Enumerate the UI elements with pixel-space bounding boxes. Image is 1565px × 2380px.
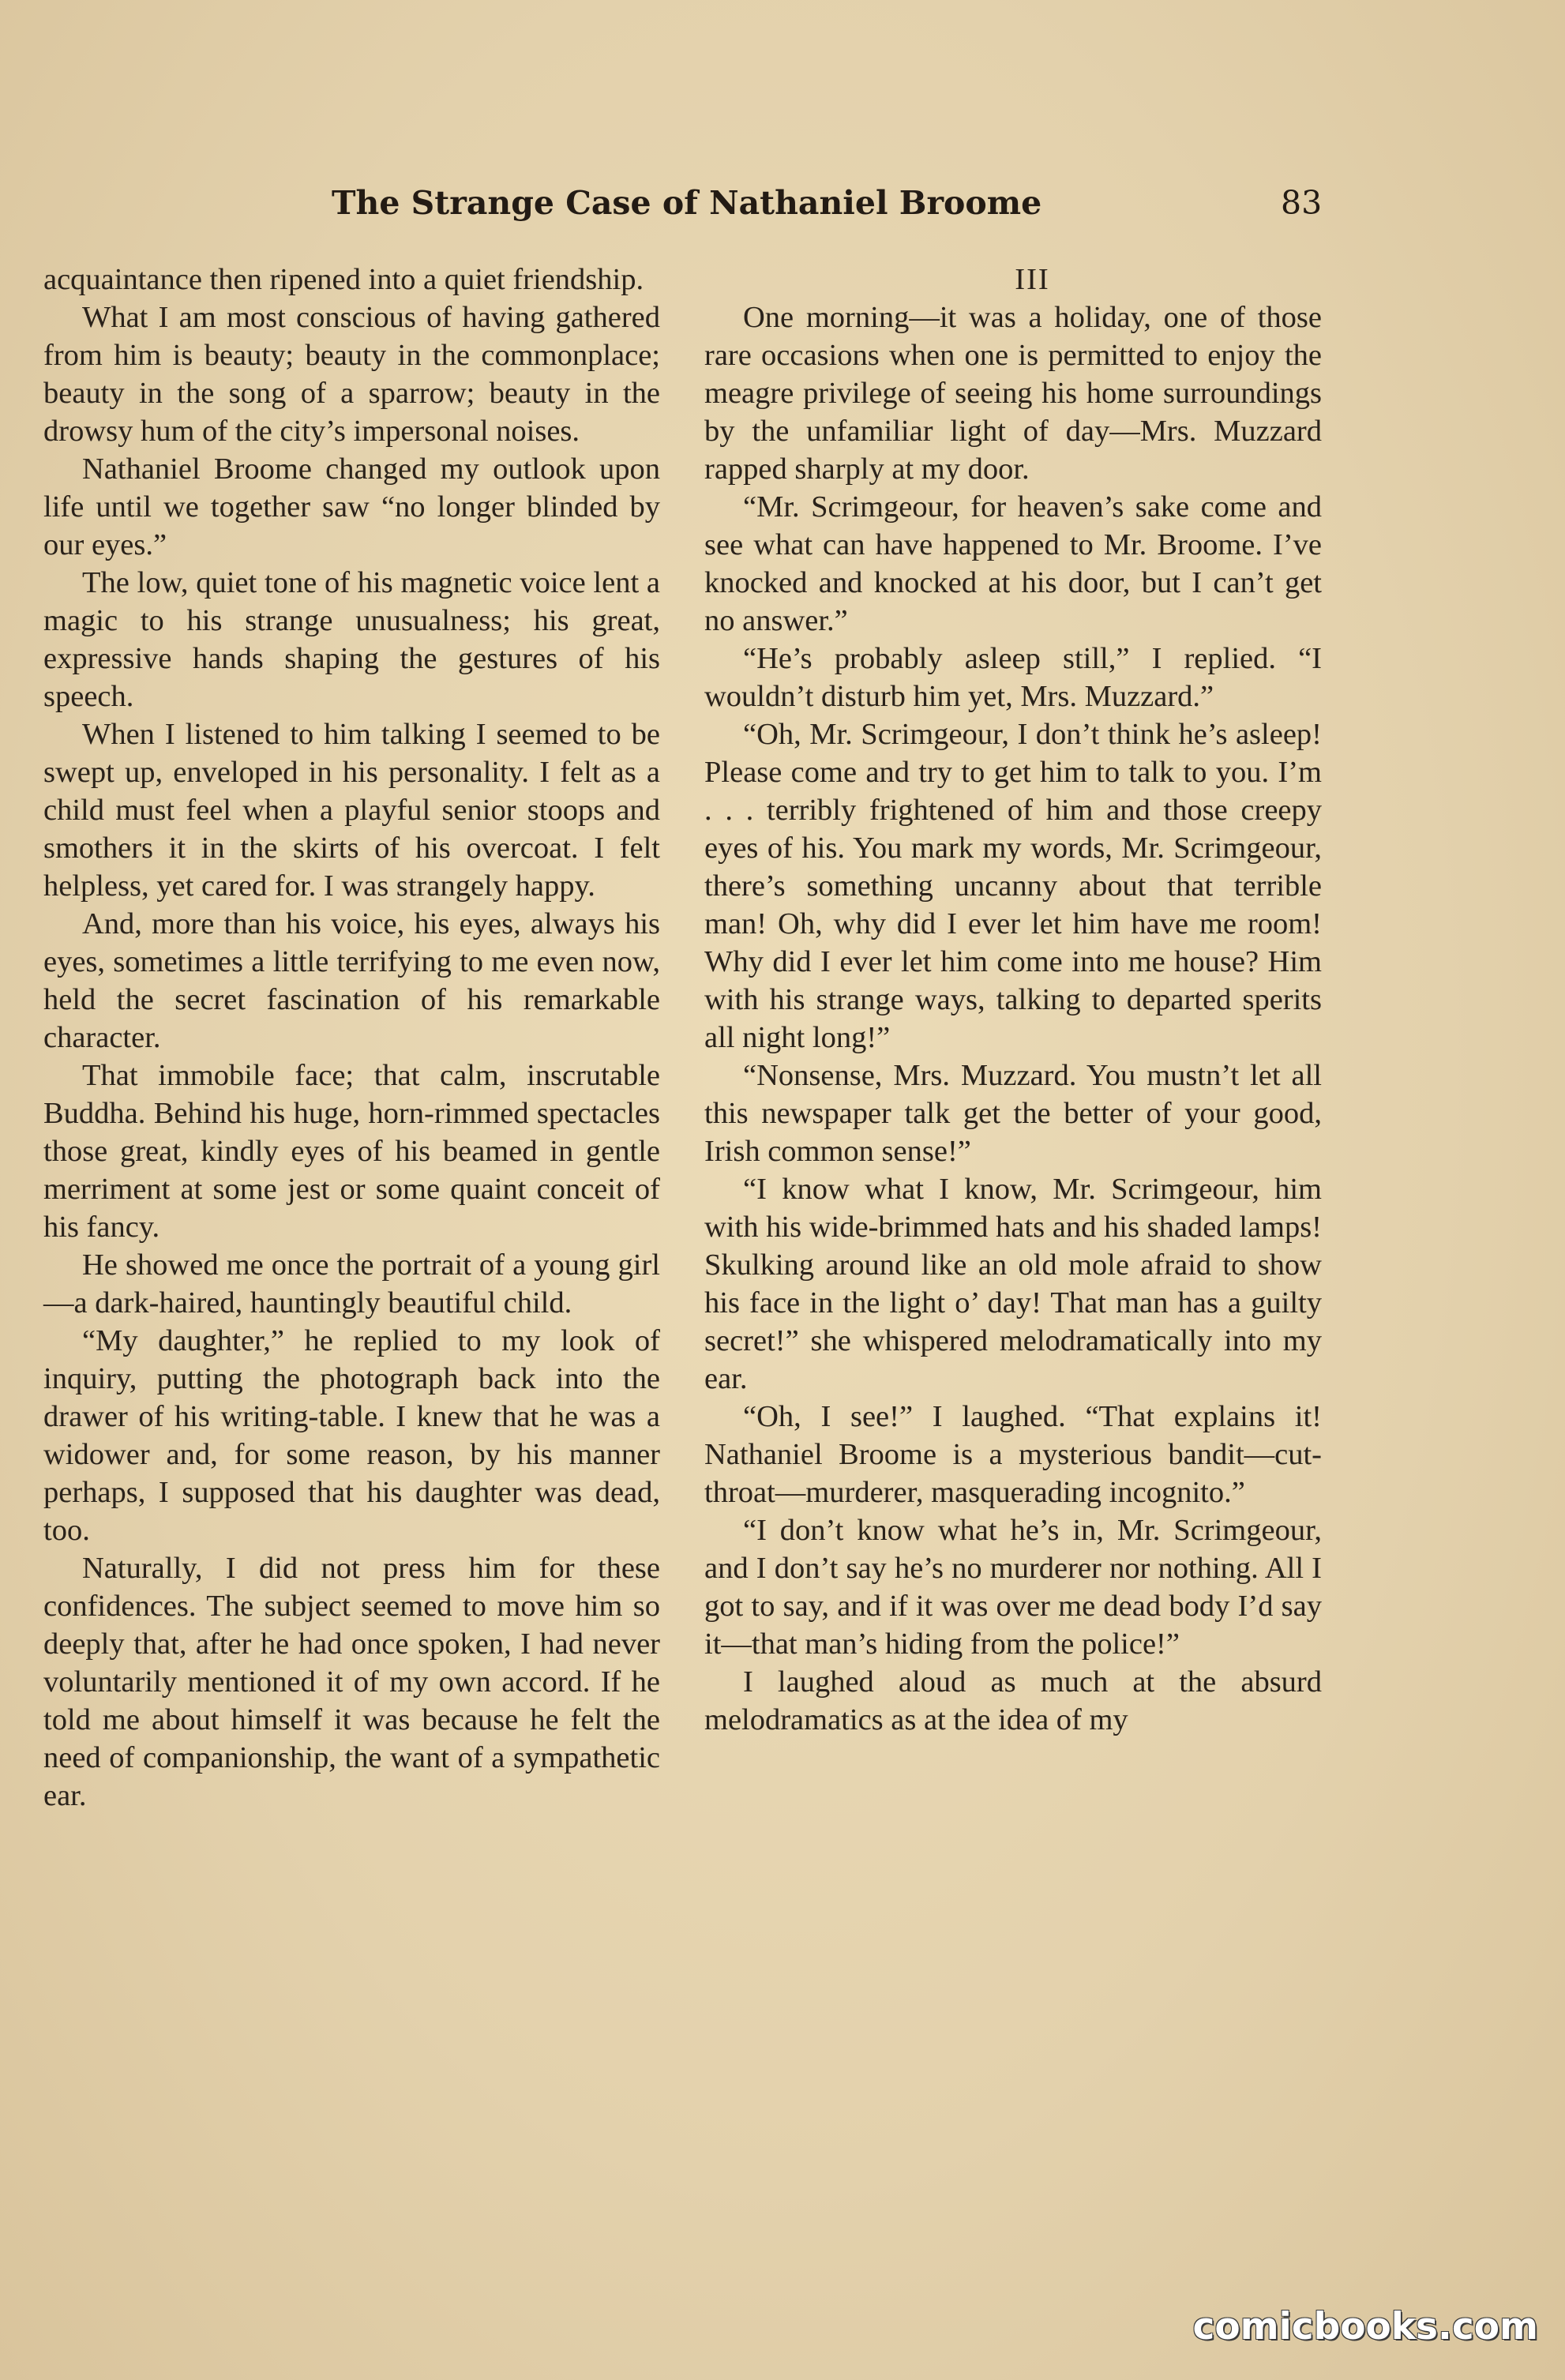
paragraph: I laughed aloud as much at the absurd melodramatics as at the idea of my xyxy=(704,1665,1322,1736)
paragraph: “He’s probably asleep still,” I replied. “I wouldn’t disturb him yet, Mrs. Muzzard.” xyxy=(704,642,1322,713)
paragraph: “Oh, I see!” I laughed. “That explains it! Nathaniel Broome is a mysterious bandit—cut-throat—murderer, masquerading incognito.” xyxy=(704,1400,1322,1509)
paragraph: One morning—it was a holiday, one of those rare occasions when one is permitted to enjoy the meagre privilege of seeing his home surroundings by the unfamiliar light of day—Mrs. Muzzard rapped sharply at my door. xyxy=(704,301,1322,486)
paragraph: What I am most conscious of having gathered from him is beauty; beauty in the commonplace; beauty in the song of a sparrow; beauty in the drowsy hum of the city’s impersonal noises. xyxy=(43,301,660,448)
page-header xyxy=(0,175,1565,231)
right-column xyxy=(704,261,1322,1739)
paragraph: “I don’t know what he’s in, Mr. Scrimgeour, and I don’t say he’s no murderer nor nothing. All I got to say, and if it was over me dead body I’d say it—that man’s hiding from the police!” xyxy=(704,1514,1322,1661)
paragraph: That immobile face; that calm, inscrutable Buddha. Behind his huge, horn-rimmed spectacles those great, kindly eyes of his beamed in gentle merriment at some jest or some quaint conceit of his fancy. xyxy=(43,1059,660,1244)
paragraph: Nathaniel Broome changed my outlook upon life until we together saw “no longer blinded by our eyes.” xyxy=(43,452,660,561)
paragraph: “My daughter,” he replied to my look of inquiry, putting the photograph back into the drawer of his writing-table. I knew that he was a widower and, for some reason, by his manner perhaps, I supposed that his daughter was dead, too. xyxy=(43,1324,660,1547)
paragraph: “Mr. Scrimgeour, for heaven’s sake come and see what can have happened to Mr. Broome. I’ve knocked and knocked at his door, but I can’t get no answer.” xyxy=(704,490,1322,637)
page-number: 83 xyxy=(1281,184,1323,222)
paragraph: acquaintance then ripened into a quiet friendship. xyxy=(43,263,644,296)
paragraph: “Oh, Mr. Scrimgeour, I don’t think he’s asleep! Please come and try to get him to talk to you. I’m . . . terribly frightened of him and those creepy eyes of his. You mark my words, Mr. Scrimgeour, there’s something uncanny about that terrible man! Oh, why did I ever let him have me room! Why did I ever let him come into me house? Him with his strange ways, talking to departed sperits all night long!” xyxy=(704,718,1322,1054)
paragraph: The low, quiet tone of his magnetic voice lent a magic to his strange unusualness; his great, expressive hands shaping the gestures of his speech. xyxy=(43,566,660,713)
paragraph: When I listened to him talking I seemed to be swept up, enveloped in his personality. I felt as a child must feel when a playful senior stoops and smothers it in the skirts of his overcoat. I felt helpless, yet cared for. I was strangely happy. xyxy=(43,718,660,903)
section-numeral: III xyxy=(1015,263,1050,296)
left-column xyxy=(43,261,660,1815)
watermark: comicbooks.com xyxy=(1192,2305,1538,2348)
running-title: The Strange Case of Nathaniel Broome xyxy=(332,184,1042,222)
paragraph: He showed me once the portrait of a young girl—a dark-haired, hauntingly beautiful child. xyxy=(43,1248,660,1320)
paragraph: “Nonsense, Mrs. Muzzard. You mustn’t let all this newspaper talk get the better of your good, Irish common sense!” xyxy=(704,1059,1322,1168)
paragraph: And, more than his voice, his eyes, always his eyes, sometimes a little terrifying to me even now, held the secret fascination of his remarkable character. xyxy=(43,907,660,1054)
paragraph: “I know what I know, Mr. Scrimgeour, him with his wide-brimmed hats and his shaded lamps! Skulking around like an old mole afraid to show his face in the light o’ day! That man has a guilty secret!” she whispered melodramatically into my ear. xyxy=(704,1173,1322,1395)
paragraph: Naturally, I did not press him for these confidences. The subject seemed to move him so deeply that, after he had once spoken, I had never voluntarily mentioned it of my own accord. If he told me about himself it was because he felt the need of companionship, the want of a sympathetic ear. xyxy=(43,1552,660,1812)
